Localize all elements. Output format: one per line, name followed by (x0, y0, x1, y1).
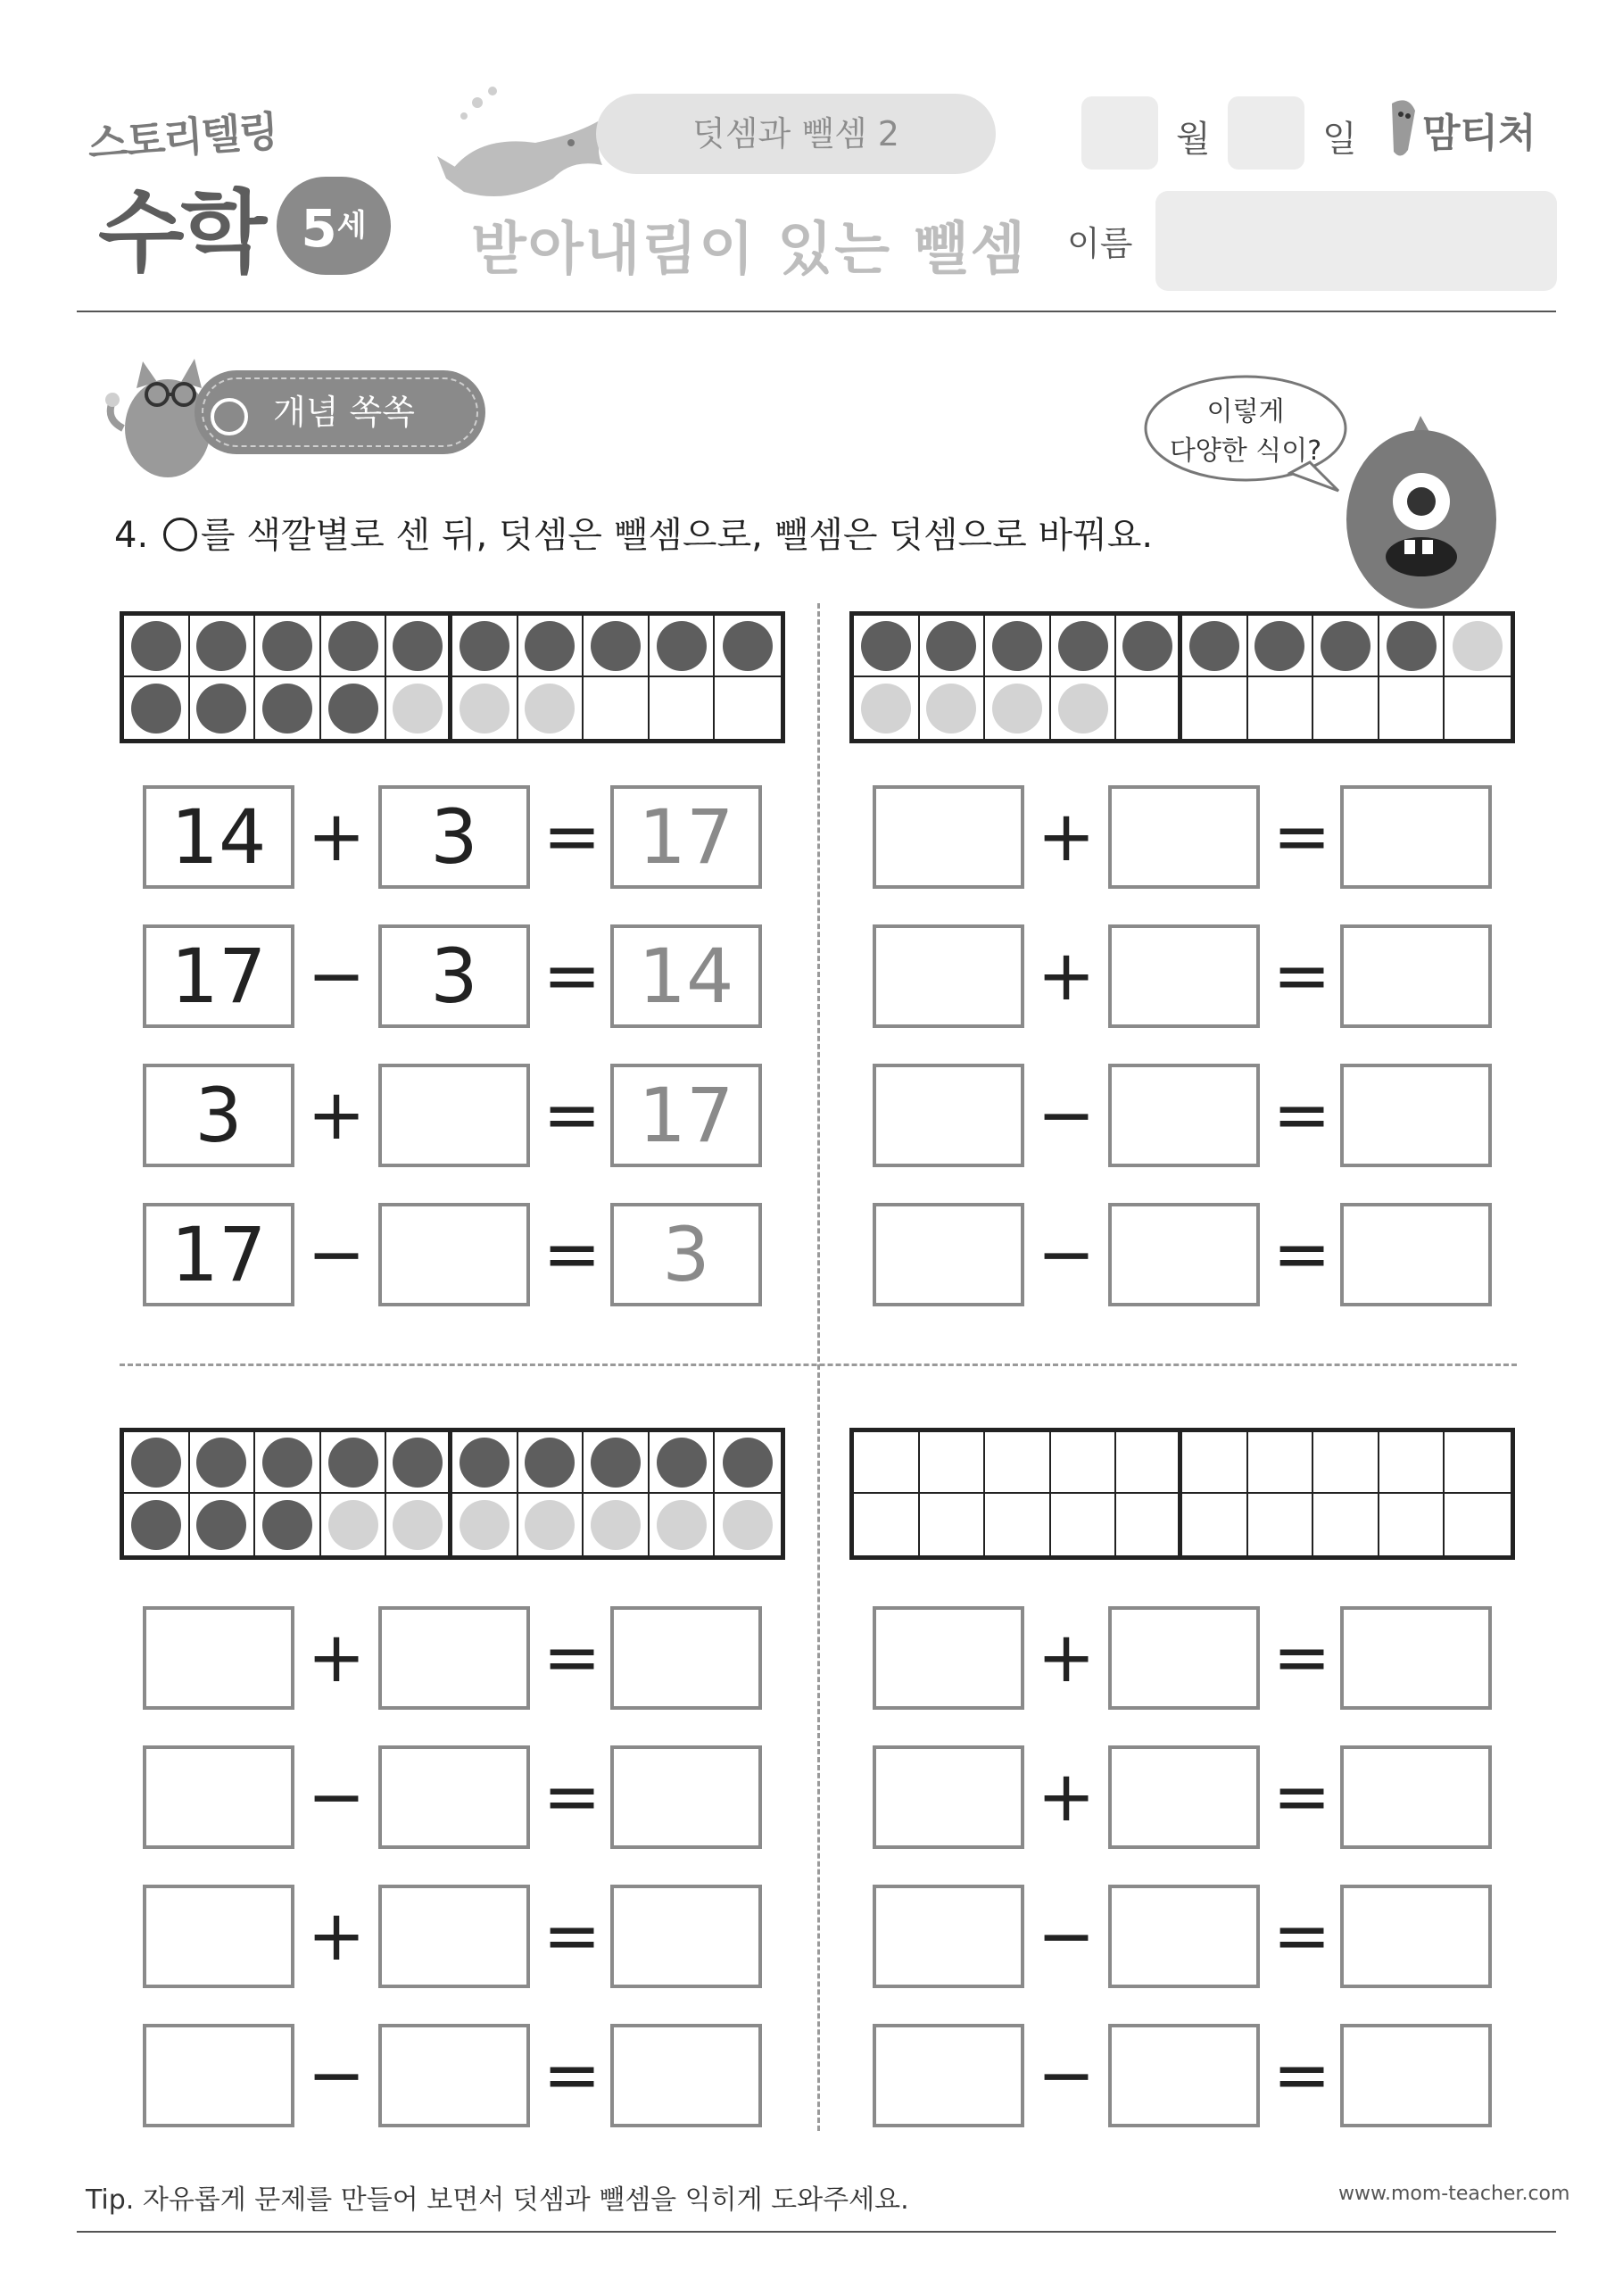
circle-icon (163, 518, 197, 551)
operand-b-box[interactable]: 3 (378, 924, 530, 1028)
grid-cell[interactable] (920, 1494, 986, 1555)
grid-cell[interactable] (386, 1432, 452, 1494)
grid-cell[interactable] (321, 677, 387, 739)
ten-frame-grid (120, 611, 785, 743)
dark-dot (861, 621, 911, 671)
result-box[interactable]: 17 (610, 785, 762, 889)
dark-dot (460, 621, 509, 671)
grid-cell[interactable] (1248, 1432, 1314, 1494)
operator-sign: + (1037, 1757, 1096, 1837)
vertical-divider (817, 603, 820, 2131)
dark-dot (525, 1438, 575, 1488)
grid-cell[interactable] (854, 1432, 920, 1494)
grid-cell[interactable] (920, 677, 986, 739)
badge-suffix: 세 (336, 208, 367, 244)
grid-cell[interactable] (854, 616, 920, 677)
grid-cell[interactable] (584, 1432, 650, 1494)
dark-dot (196, 684, 246, 734)
operand-a-box[interactable] (873, 1745, 1024, 1849)
grid-cell[interactable] (321, 616, 387, 677)
grid-cell[interactable] (1182, 1432, 1248, 1494)
whale-icon (437, 80, 616, 214)
grid-cell[interactable] (452, 1432, 518, 1494)
light-dot (861, 684, 911, 734)
equals-sign: = (1272, 1214, 1331, 1295)
grid-cell[interactable] (1445, 1432, 1511, 1494)
dark-dot (591, 621, 641, 671)
operand-b-box[interactable]: 3 (378, 785, 530, 889)
operand-a-box[interactable]: 14 (143, 785, 294, 889)
grid-cell[interactable] (1051, 1432, 1117, 1494)
grid-cell[interactable] (255, 616, 321, 677)
operator-sign: − (1037, 2035, 1096, 2116)
grid-cell[interactable] (985, 1494, 1051, 1555)
grid-cell[interactable] (124, 1494, 190, 1555)
page-title: 받아내림이 있는 뺄셈 (471, 217, 1027, 283)
grid-cell[interactable] (650, 1432, 716, 1494)
dark-dot (1387, 621, 1437, 671)
light-dot (926, 684, 976, 734)
badge-number: 5 (301, 198, 337, 259)
operator-sign: − (1037, 1214, 1096, 1295)
operand-b-box[interactable] (1108, 1203, 1260, 1306)
operand-b-box[interactable] (378, 1203, 530, 1306)
operand-b-box[interactable] (378, 2024, 530, 2127)
dark-dot (657, 1438, 707, 1488)
bubble-line-1: 이렇게 (1206, 396, 1285, 427)
dark-dot (393, 1438, 443, 1488)
result-box[interactable] (610, 1745, 762, 1849)
grid-cell[interactable] (386, 677, 452, 739)
operator-sign: + (307, 1075, 366, 1156)
grid-cell[interactable] (1379, 1494, 1445, 1555)
dark-dot (262, 1500, 312, 1550)
dark-dot (460, 1438, 509, 1488)
operator-sign: + (307, 1896, 366, 1977)
equals-sign: = (1272, 2035, 1331, 2116)
equals-sign: = (542, 1896, 601, 1977)
equals-sign: = (1272, 1896, 1331, 1977)
grid-cell[interactable] (1445, 1494, 1511, 1555)
grid-cell[interactable] (854, 1494, 920, 1555)
grid-cell[interactable] (518, 1432, 584, 1494)
dark-dot (926, 621, 976, 671)
result-box[interactable] (1340, 1745, 1492, 1849)
grid-cell[interactable] (1379, 677, 1445, 739)
monster-mascot-icon (1324, 412, 1519, 609)
operand-a-box[interactable] (873, 924, 1024, 1028)
equals-sign: = (1272, 936, 1331, 1016)
grid-cell[interactable] (920, 1432, 986, 1494)
instruction (114, 507, 1153, 558)
dark-dot (131, 621, 181, 671)
operator-sign: + (307, 797, 366, 877)
operand-b-box[interactable] (378, 1745, 530, 1849)
grid-cell[interactable] (1182, 1494, 1248, 1555)
dark-dot (196, 1438, 246, 1488)
grid-cell[interactable] (1379, 616, 1445, 677)
dark-dot (591, 1438, 641, 1488)
dark-dot (1255, 621, 1304, 671)
result-box[interactable] (1340, 785, 1492, 889)
equals-sign: = (1272, 1757, 1331, 1837)
grid-cell[interactable] (1051, 616, 1117, 677)
instruction-text: 를 색깔별로 센 뒤, 덧셈은 뺄셈으로, 뺄셈은 덧셈으로 바꿔요. (200, 515, 1154, 556)
grid-cell[interactable] (190, 1494, 256, 1555)
equals-sign: = (542, 2035, 601, 2116)
grid-cell[interactable] (650, 677, 716, 739)
grid-cell[interactable] (1445, 616, 1511, 677)
website-url: www.mom-teacher.com (1338, 2183, 1570, 2205)
operand-b-box[interactable] (1108, 1606, 1260, 1710)
operand-a-box[interactable] (873, 2024, 1024, 2127)
ten-frame-grid (849, 611, 1515, 743)
equals-sign: = (1272, 1075, 1331, 1156)
circle-icon (211, 398, 248, 435)
result-box[interactable]: 14 (610, 924, 762, 1028)
result-box[interactable] (1340, 924, 1492, 1028)
logo-age-badge (277, 177, 391, 275)
equals-sign: = (542, 1214, 601, 1295)
operand-a-box[interactable]: 3 (143, 1064, 294, 1167)
dark-dot (196, 621, 246, 671)
grid-cell[interactable] (1051, 677, 1117, 739)
dark-dot (328, 684, 378, 734)
equals-sign: = (542, 1075, 601, 1156)
horizontal-divider (120, 1364, 1517, 1366)
grid-cell[interactable] (584, 1494, 650, 1555)
operand-a-box[interactable] (143, 1885, 294, 1988)
grid-cell[interactable] (124, 677, 190, 739)
equals-sign: = (542, 936, 601, 1016)
result-box[interactable] (1340, 1064, 1492, 1167)
light-dot (1453, 621, 1503, 671)
light-dot (393, 1500, 443, 1550)
dark-dot (1189, 621, 1239, 671)
logo-main-text: 수학 (98, 180, 264, 285)
equals-sign: = (1272, 1618, 1331, 1698)
operator-sign: − (1037, 1896, 1096, 1977)
operand-a-box[interactable] (873, 785, 1024, 889)
dark-dot (1058, 621, 1108, 671)
operator-sign: + (1037, 936, 1096, 1016)
result-box[interactable] (1340, 1203, 1492, 1306)
grid-cell[interactable] (452, 677, 518, 739)
dark-dot (262, 1438, 312, 1488)
result-box[interactable] (610, 1606, 762, 1710)
grid-cell[interactable] (1248, 616, 1314, 677)
dark-dot (1122, 621, 1172, 671)
dark-dot (1321, 621, 1370, 671)
light-dot (1058, 684, 1108, 734)
concept-tag: 개념 쏙쏙 (195, 370, 485, 454)
dark-dot (262, 684, 312, 734)
light-dot (460, 1500, 509, 1550)
operator-sign: − (307, 2035, 366, 2116)
grid-cell[interactable] (985, 616, 1051, 677)
operator-sign: − (307, 936, 366, 1016)
operand-b-box[interactable] (1108, 2024, 1260, 2127)
dark-dot (131, 1438, 181, 1488)
grid-cell[interactable] (190, 677, 256, 739)
operand-b-box[interactable] (378, 1606, 530, 1710)
grid-cell[interactable] (1116, 1432, 1182, 1494)
operand-b-box[interactable] (378, 1064, 530, 1167)
light-dot (525, 684, 575, 734)
light-dot (591, 1500, 641, 1550)
name-input[interactable] (1155, 191, 1557, 291)
result-box[interactable]: 17 (610, 1064, 762, 1167)
grid-cell[interactable] (715, 616, 781, 677)
grid-cell[interactable] (518, 1494, 584, 1555)
operand-a-box[interactable] (873, 1203, 1024, 1306)
tip-text: Tip. 자유롭게 문제를 만들어 보면서 덧셈과 뺄셈을 익히게 도와주세요. (86, 2184, 909, 2216)
grid-cell[interactable] (1313, 677, 1379, 739)
grid-cell[interactable] (1182, 616, 1248, 677)
light-dot (460, 684, 509, 734)
grid-cell[interactable] (386, 616, 452, 677)
operator-sign: − (1037, 1075, 1096, 1156)
equals-sign: = (542, 1757, 601, 1837)
grid-cell[interactable] (518, 616, 584, 677)
grid-cell[interactable] (1051, 1494, 1117, 1555)
grid-cell[interactable] (650, 616, 716, 677)
bubble-line-2: 다양한 식이? (1169, 435, 1322, 467)
operator-sign: − (307, 1214, 366, 1295)
dark-dot (992, 621, 1042, 671)
light-dot (525, 1500, 575, 1550)
month-input[interactable] (1081, 96, 1158, 170)
grid-cell[interactable] (255, 1494, 321, 1555)
header-divider (77, 311, 1556, 312)
grid-cell[interactable] (920, 616, 986, 677)
grid-cell[interactable] (124, 1432, 190, 1494)
operand-a-box[interactable] (143, 1745, 294, 1849)
operand-b-box[interactable] (1108, 785, 1260, 889)
grid-cell[interactable] (715, 677, 781, 739)
subtitle-pill: 덧셈과 뺄셈 2 (596, 94, 996, 174)
grid-cell[interactable] (1445, 677, 1511, 739)
operand-a-box[interactable]: 17 (143, 924, 294, 1028)
operand-a-box[interactable] (873, 1885, 1024, 1988)
grid-cell[interactable] (1116, 677, 1182, 739)
month-label: 월 (1176, 119, 1211, 160)
operator-sign: + (1037, 1618, 1096, 1698)
dark-dot (723, 621, 773, 671)
grid-cell[interactable] (584, 616, 650, 677)
grid-cell[interactable] (190, 1432, 256, 1494)
light-dot (393, 684, 443, 734)
grid-cell[interactable] (1379, 1432, 1445, 1494)
dark-dot (657, 621, 707, 671)
grid-cell[interactable] (1116, 616, 1182, 677)
dark-dot (131, 684, 181, 734)
grid-cell[interactable] (1313, 1494, 1379, 1555)
result-box[interactable] (610, 2024, 762, 2127)
operand-b-box[interactable] (1108, 1064, 1260, 1167)
ten-frame-grid (849, 1428, 1515, 1560)
result-box[interactable] (1340, 1885, 1492, 1988)
grid-cell[interactable] (452, 616, 518, 677)
brand-logo (1381, 95, 1560, 166)
operand-a-box[interactable] (873, 1064, 1024, 1167)
grid-cell[interactable] (985, 677, 1051, 739)
dark-dot (525, 621, 575, 671)
grid-cell[interactable] (321, 1494, 387, 1555)
grid-cell[interactable] (321, 1432, 387, 1494)
dark-dot (131, 1500, 181, 1550)
operand-b-box[interactable] (1108, 1745, 1260, 1849)
grid-cell[interactable] (715, 1494, 781, 1555)
light-dot (992, 684, 1042, 734)
grid-cell[interactable] (650, 1494, 716, 1555)
equals-sign: = (542, 797, 601, 877)
logo-top-text: 스토리텔링 (86, 106, 279, 169)
grid-cell[interactable] (452, 1494, 518, 1555)
equals-sign: = (542, 1618, 601, 1698)
result-box[interactable] (610, 1885, 762, 1988)
grid-cell[interactable] (386, 1494, 452, 1555)
grid-cell[interactable] (190, 616, 256, 677)
dark-dot (328, 621, 378, 671)
ten-frame-grid (120, 1428, 785, 1560)
grid-cell[interactable] (124, 616, 190, 677)
name-label: 이름 (1067, 224, 1133, 263)
instruction-number: 4. (114, 515, 149, 556)
equals-sign: = (1272, 797, 1331, 877)
result-box[interactable]: 3 (610, 1203, 762, 1306)
result-box[interactable] (1340, 1606, 1492, 1710)
grid-cell[interactable] (255, 1432, 321, 1494)
light-dot (723, 1500, 773, 1550)
grid-cell[interactable] (1313, 616, 1379, 677)
light-dot (657, 1500, 707, 1550)
dark-dot (196, 1500, 246, 1550)
grid-cell[interactable] (518, 677, 584, 739)
operator-sign: − (307, 1757, 366, 1837)
dark-dot (723, 1438, 773, 1488)
footer-divider (77, 2231, 1556, 2233)
result-box[interactable] (1340, 2024, 1492, 2127)
dark-dot (262, 621, 312, 671)
operand-a-box[interactable] (873, 1606, 1024, 1710)
light-dot (328, 1500, 378, 1550)
operator-sign: + (307, 1618, 366, 1698)
operand-a-box[interactable] (143, 2024, 294, 2127)
grid-cell[interactable] (985, 1432, 1051, 1494)
grid-cell[interactable] (715, 1432, 781, 1494)
speech-bubble-text (1156, 393, 1335, 471)
grid-cell[interactable] (1182, 677, 1248, 739)
grid-cell[interactable] (1116, 1494, 1182, 1555)
day-input[interactable] (1228, 96, 1304, 170)
operand-a-box[interactable]: 17 (143, 1203, 294, 1306)
operand-a-box[interactable] (143, 1606, 294, 1710)
operand-b-box[interactable] (1108, 1885, 1260, 1988)
grid-cell[interactable] (1248, 677, 1314, 739)
grid-cell[interactable] (1313, 1432, 1379, 1494)
grid-cell[interactable] (584, 677, 650, 739)
dark-dot (328, 1438, 378, 1488)
operator-sign: + (1037, 797, 1096, 877)
grid-cell[interactable] (1248, 1494, 1314, 1555)
operand-b-box[interactable] (1108, 924, 1260, 1028)
brand-text: 맘티처 (1422, 111, 1536, 156)
grid-cell[interactable] (255, 677, 321, 739)
operand-b-box[interactable] (378, 1885, 530, 1988)
day-label: 일 (1322, 119, 1357, 160)
grid-cell[interactable] (854, 677, 920, 739)
dark-dot (393, 621, 443, 671)
